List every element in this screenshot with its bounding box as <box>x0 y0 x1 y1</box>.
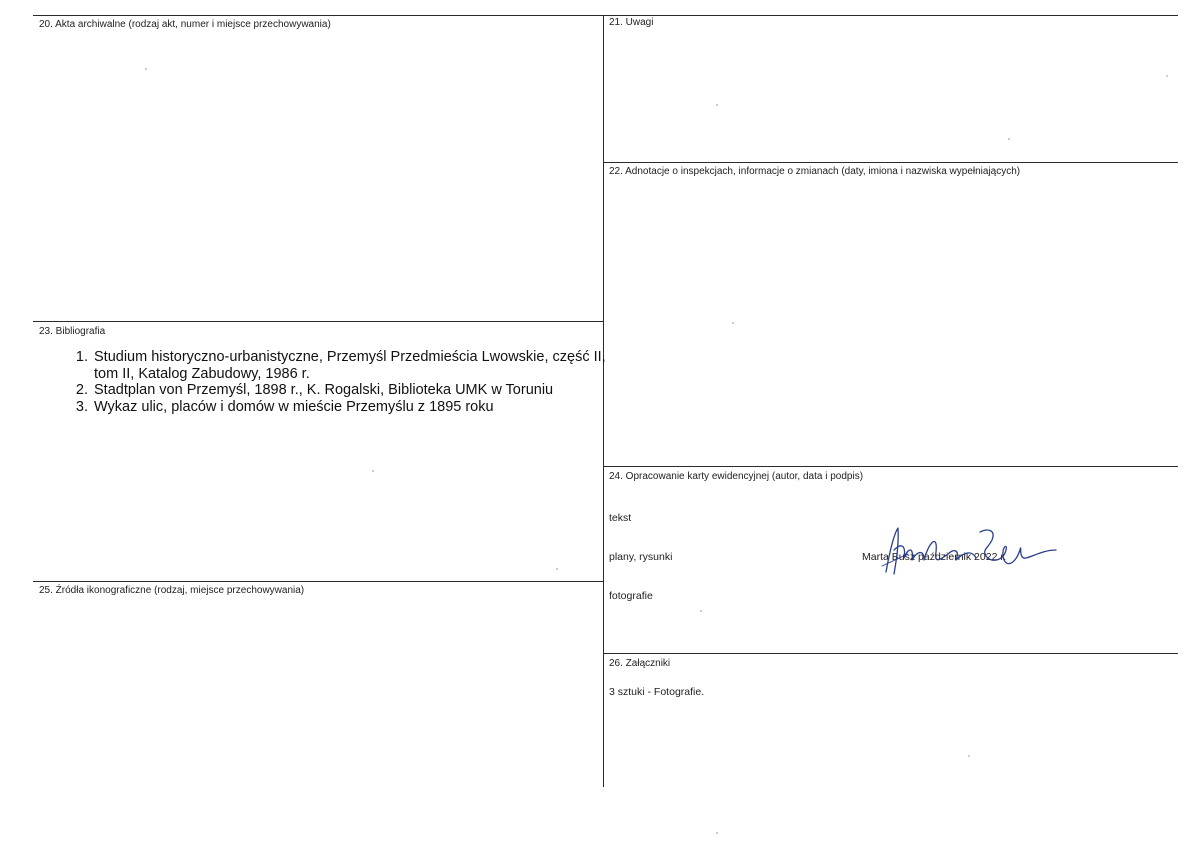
section-20-label: 20. Akta archiwalne (rodzaj akt, numer i miejsce przechowywania) <box>39 19 331 30</box>
section-21-label: 21. Uwagi <box>609 17 654 28</box>
section-24-label: 24. Opracowanie karty ewidencyjnej (autor, data i podpis) <box>609 471 864 482</box>
top-rule <box>33 15 1178 16</box>
author-date: Marta Busz październik 2022 r. <box>862 551 1007 563</box>
scan-speck <box>716 832 718 834</box>
scan-speck <box>1008 138 1010 140</box>
scan-speck <box>732 322 734 324</box>
rule-26 <box>603 653 1178 654</box>
rule-25 <box>33 581 604 582</box>
scan-speck <box>556 568 558 570</box>
scan-speck <box>372 470 374 472</box>
scan-speck <box>1166 75 1168 77</box>
section-25-label: 25. Źródła ikonograficzne (rodzaj, miejsce przechowywania) <box>39 585 305 596</box>
scan-speck <box>145 68 147 70</box>
rule-23 <box>33 321 604 322</box>
photos-author-label: fotografie <box>609 590 653 602</box>
text-author-label: tekst <box>609 512 632 524</box>
bibliography-list <box>64 349 612 415</box>
scan-speck <box>716 104 718 106</box>
section-23-label: 23. Bibliografia <box>39 326 106 337</box>
handwritten-signature <box>868 520 1058 580</box>
bibliography-item: 2. Stadtplan von Przemyśl, 1898 r., K. Rogalski, Biblioteka UMK w Toruniu <box>92 382 612 399</box>
bibliography-item: 1. Studium historyczno-urbanistyczne, Przemyśl Przedmieścia Lwowskie, część II, tom II, Katalog Zabudowy, 1986 r. <box>92 349 612 382</box>
bibliography-item: 3. Wykaz ulic, placów i domów w mieście Przemyślu z 1895 roku <box>92 399 612 416</box>
section-22-label: 22. Adnotacje o inspekcjach, informacje o zmianach (daty, imiona i nazwiska wypełniających) <box>609 166 1021 177</box>
section-26-label: 26. Załączniki <box>609 658 671 669</box>
plans-author-label: plany, rysunki <box>609 551 673 563</box>
attachments-value: 3 sztuki - Fotografie. <box>609 686 705 698</box>
rule-24 <box>603 466 1178 467</box>
rule-22 <box>603 162 1178 163</box>
scan-speck <box>968 755 970 757</box>
scan-speck <box>700 610 702 612</box>
